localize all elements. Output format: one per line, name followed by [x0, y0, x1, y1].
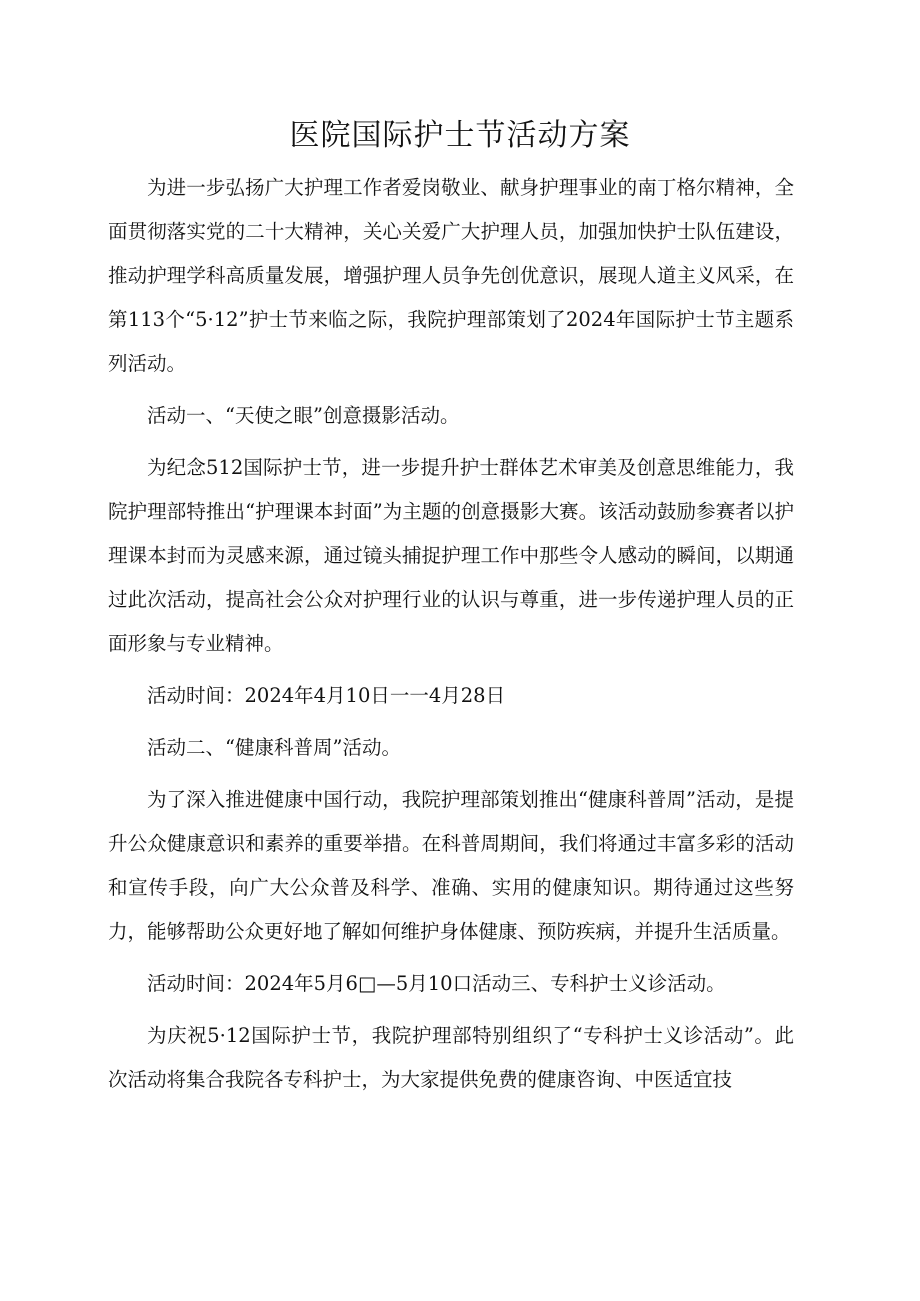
intro-paragraph: 为进一步弘扬广大护理工作者爱岗敬业、献身护理事业的南丁格尔精神，全面贯彻落实党的二十大精神，关心关爱广大护理人员，加强加快护士队伍建设，推动护理学科高质量发展，增强护理人员争先创优意识，展现人道主义风采，在第113个“5·12”护士节来临之际，我院护理部策划了2024年国际护士节主题系列活动。: [108, 176, 794, 375]
activity-two-description: 为了深入推进健康中国行动，我院护理部策划推出“健康科普周”活动，是提升公众健康意识和素养的重要举措。在科普周期间，我们将通过丰富多彩的活动和宣传手段，向广大公众普及科学、准确、实用的健康知识。期待通过这些努力，能够帮助公众更好地了解如何维护身体健康、预防疾病，并提升生活质量。: [108, 788, 794, 943]
activity-two-time: 活动时间：2024年5月6□—5月10口活动三、专科护士义诊活动。: [147, 972, 726, 995]
activity-one-time: 活动时间：2024年4月10日一一4月28日: [147, 684, 506, 707]
activity-one-heading: 活动一、“天使之眼”创意摄影活动。: [147, 404, 460, 427]
activity-two-heading: 活动二、“健康科普周”活动。: [147, 736, 401, 759]
activity-one-description: 为纪念512国际护士节，进一步提升护士群体艺术审美及创意思维能力，我院护理部特推出“护理课本封面”为主题的创意摄影大赛。该活动鼓励参赛者以护理课本封而为灵感来源，通过镜头捕捉护理工作中那些令人感动的瞬间，以期通过此次活动，提高社会公众对护理行业的认识与尊重，进一步传递护理人员的正面形象与专业精神。: [108, 456, 794, 655]
document-body: [108, 166, 794, 1102]
document-title: 医院国际护士节活动方案: [289, 118, 631, 153]
activity-three-description: 为庆祝5·12国际护士节，我院护理部特别组织了“专科护士义诊活动”。此次活动将集合我院各专科护士，为大家提供免费的健康咨询、中医适宜技: [108, 1024, 794, 1091]
